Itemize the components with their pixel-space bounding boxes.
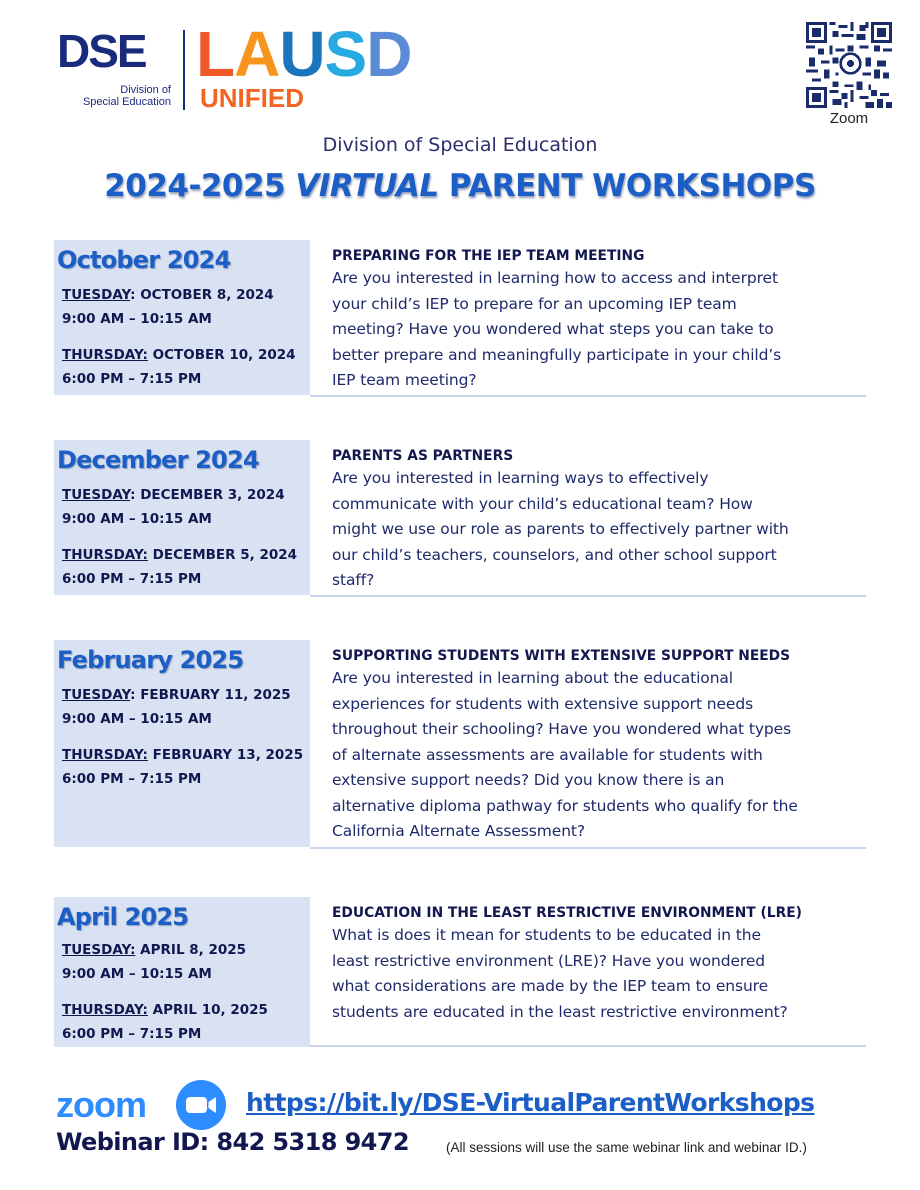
workshop-session-tuesday xyxy=(62,283,274,331)
zoom-camera-icon[interactable] xyxy=(176,1080,226,1130)
description-line: IEP team meeting? xyxy=(332,371,477,389)
description-line: Are you interested in learning about the educational xyxy=(332,669,734,687)
session-time: 6:00 PM – 7:15 PM xyxy=(62,1026,202,1042)
description-line: throughout their schooling? Have you wondered what types xyxy=(332,720,792,738)
description-line: might we use our role as parents to effectively partner with xyxy=(332,520,789,538)
page-title xyxy=(0,168,920,204)
lausd-letter-a: A xyxy=(234,18,280,90)
workshop-session-tuesday xyxy=(62,683,291,731)
workshop-session-tuesday xyxy=(62,938,246,986)
description-line: California Alternate Assessment? xyxy=(332,822,586,840)
session-date: FEBRUARY 13, 2025 xyxy=(147,747,304,763)
workshop-month: December 2024 xyxy=(57,446,259,474)
description-line: our child’s teachers, counselors, and other school support xyxy=(332,545,777,564)
workshop-dates-panel xyxy=(54,640,310,847)
session-date: DECEMBER 5, 2024 xyxy=(147,547,298,563)
description-line: staff? xyxy=(332,571,375,589)
lausd-letter-s: S xyxy=(324,18,367,90)
description-line: What is does it mean for students to be educated in the xyxy=(332,926,761,944)
session-day: TUESDAY xyxy=(62,487,131,503)
workshop-description xyxy=(332,266,866,394)
description-line: communicate with your child’s educational team? How xyxy=(332,494,753,513)
workshop-dates-panel xyxy=(54,240,310,395)
workshop-link[interactable]: https://bit.ly/DSE-VirtualParentWorkshops xyxy=(246,1088,815,1117)
workshop-session-thursday xyxy=(62,743,303,791)
session-time: 9:00 AM – 10:15 AM xyxy=(62,311,212,327)
workshop-description xyxy=(332,923,866,1025)
dse-logo xyxy=(57,25,177,112)
description-line: meeting? Have you wondered what steps you can take to xyxy=(332,320,774,338)
session-date: OCTOBER 10, 2024 xyxy=(147,347,296,363)
zoom-wordmark: zoom xyxy=(56,1084,146,1125)
page-title-emphasis: VIRTUAL xyxy=(295,168,439,204)
session-day: THURSDAY: xyxy=(62,347,148,363)
session-date: APRIL 10, 2025 xyxy=(147,1002,268,1018)
description-line: better prepare and meaningfully participate in your child’s xyxy=(332,345,782,364)
session-time: 9:00 AM – 10:15 AM xyxy=(62,511,212,527)
description-line: of alternate assessments are available for students with xyxy=(332,745,763,764)
lausd-logo-unified: UNIFIED xyxy=(200,83,304,113)
session-date: : FEBRUARY 11, 2025 xyxy=(130,687,291,703)
session-day: TUESDAY xyxy=(62,687,131,703)
logo-divider xyxy=(183,30,185,110)
description-line: least restrictive environment (LRE)? Have you wondered xyxy=(332,951,766,970)
session-date: APRIL 8, 2025 xyxy=(135,942,247,958)
session-day: TUESDAY xyxy=(62,287,131,303)
workshop-description xyxy=(332,466,866,594)
workshop-description xyxy=(332,666,866,845)
lausd-letter-u: U xyxy=(279,18,325,90)
workshop-month: April 2025 xyxy=(57,903,189,931)
workshop-session-thursday xyxy=(62,998,268,1046)
workshop-month: October 2024 xyxy=(57,246,231,274)
page-title-part2: PARENT WORKSHOPS xyxy=(438,168,816,204)
session-day: TUESDAY: xyxy=(62,942,136,958)
workshop-session-tuesday xyxy=(62,483,285,531)
session-time: 9:00 AM – 10:15 AM xyxy=(62,966,212,982)
description-line: what considerations are made by the IEP team to ensure xyxy=(332,977,769,995)
session-day: THURSDAY: xyxy=(62,1002,148,1018)
workshop-title: PREPARING FOR THE IEP TEAM MEETING xyxy=(332,248,645,264)
dse-logo-wordmark: DSE xyxy=(57,25,146,77)
page-title-part1: 2024-2025 xyxy=(104,168,296,204)
session-time: 6:00 PM – 7:15 PM xyxy=(62,571,202,587)
lausd-letter-d: D xyxy=(366,18,412,90)
webinar-note: (All sessions will use the same webinar link and webinar ID.) xyxy=(446,1140,807,1155)
session-date: : DECEMBER 3, 2024 xyxy=(130,487,285,503)
workshop-details xyxy=(310,897,866,1047)
workshop-title: PARENTS AS PARTNERS xyxy=(332,448,514,464)
workshop-dates-panel xyxy=(54,897,310,1047)
session-time: 6:00 PM – 7:15 PM xyxy=(62,771,202,787)
description-line: extensive support needs? Did you know there is an xyxy=(332,771,725,789)
workshop-details xyxy=(310,640,866,849)
description-line: experiences for students with extensive support needs xyxy=(332,694,754,713)
workshop-title: EDUCATION IN THE LEAST RESTRICTIVE ENVIRONMENT (LRE) xyxy=(332,905,802,921)
workshop-month: February 2025 xyxy=(57,646,244,674)
session-time: 9:00 AM – 10:15 AM xyxy=(62,711,212,727)
dse-logo-sub-line2: Special Education xyxy=(82,96,171,108)
division-heading: Division of Special Education xyxy=(322,134,598,156)
session-date: : OCTOBER 8, 2024 xyxy=(130,287,274,303)
workshop-dates-panel xyxy=(54,440,310,595)
dse-logo-subtitle xyxy=(71,84,171,108)
session-day: THURSDAY: xyxy=(62,547,148,563)
workshop-details xyxy=(310,440,866,597)
session-day: THURSDAY: xyxy=(62,747,148,763)
description-line: alternative diploma pathway for students who qualify for the xyxy=(332,796,798,815)
lausd-letter-l: L xyxy=(196,18,235,90)
description-line: students are educated in the least restrictive environment? xyxy=(332,1002,788,1021)
session-time: 6:00 PM – 7:15 PM xyxy=(62,371,202,387)
lausd-logo xyxy=(196,18,412,90)
workshop-details xyxy=(310,240,866,397)
description-line: Are you interested in learning ways to effectively xyxy=(332,469,709,487)
description-line: your child’s IEP to prepare for an upcoming IEP team xyxy=(332,294,737,313)
workshop-session-thursday xyxy=(62,343,296,391)
description-line: Are you interested in learning how to access and interpret xyxy=(332,269,778,287)
webinar-id: Webinar ID: 842 5318 9472 xyxy=(56,1128,409,1156)
dse-logo-sub-line1: Division of xyxy=(120,84,171,96)
workshop-title: SUPPORTING STUDENTS WITH EXTENSIVE SUPPORT NEEDS xyxy=(332,648,791,664)
qr-code-icon[interactable] xyxy=(806,22,892,108)
qr-code-label: Zoom xyxy=(829,110,869,127)
workshop-session-thursday xyxy=(62,543,297,591)
